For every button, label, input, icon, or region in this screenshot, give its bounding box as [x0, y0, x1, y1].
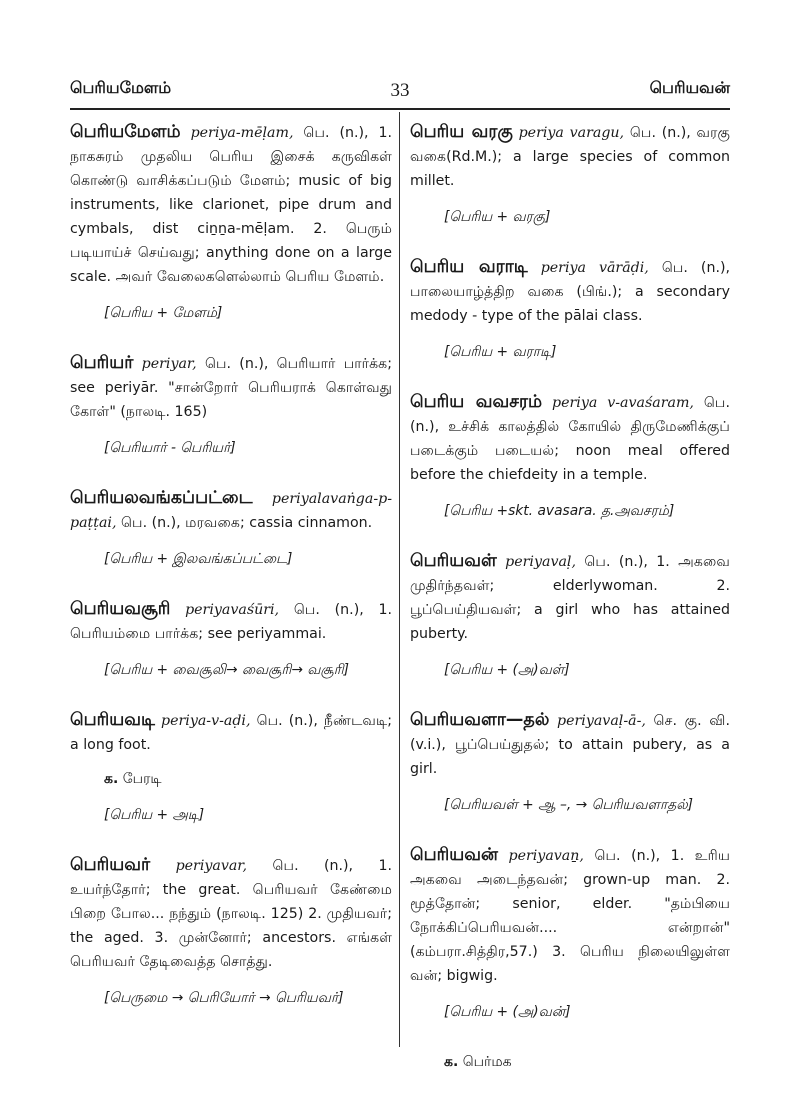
transliteration: periyavaḷ-ā-,: [557, 713, 646, 729]
etymology: [பெருமை → பெரியோர் → பெரியவர்]: [104, 990, 344, 1006]
dictionary-entry: [410, 390, 730, 523]
transliteration: periya v-avaśaram,: [552, 395, 694, 411]
etymology: [பெரிய + வைசூலி→ வைசூரி→ வசூரி]: [104, 662, 350, 678]
dictionary-entry: [410, 255, 730, 364]
headword: பெரியவடி: [70, 710, 155, 730]
guide-word-left: பெரியமேளம்: [70, 78, 172, 97]
guide-word-right: பெரியவன்: [649, 78, 730, 97]
etymology: [பெரிய + (அ)வன்]: [444, 1004, 571, 1020]
definition: பெ. (n.), நீண்டவடி; a long foot.: [70, 713, 393, 753]
transliteration: periya-v-aḍi,: [161, 713, 251, 729]
left-column: [70, 120, 392, 1036]
headword: பெரியவசூரி: [70, 599, 171, 619]
headword: பெரிய வராடி: [410, 257, 528, 277]
dictionary-entry: [410, 843, 730, 1074]
definition: பெ. (n.), பெரியார் பார்க்க; see periyār. "சான்றோர் பெரியராக் கொள்வது கோள்" (நாலடி. 165): [70, 356, 393, 420]
etymology: [பெரிய +skt. avasara. த.அவசரம்]: [444, 503, 675, 519]
dictionary-entry: [70, 853, 392, 1010]
headword: பெரியவளா—தல்: [410, 710, 550, 730]
cognate: [70, 767, 392, 791]
transliteration: periyavar,: [175, 858, 248, 874]
etymology: [பெரிய + அடி]: [104, 807, 205, 823]
cognate: [410, 1050, 730, 1074]
definition: பெ. (n.), 1. அகவை முதிர்ந்தவள்; elderlywoman. 2. பூப்பெய்தியவள்; a girl who has attained puberty.: [410, 554, 731, 642]
headword: பெரிய வரகு: [410, 122, 513, 142]
cognate-word: பேரடி: [122, 771, 162, 787]
dictionary-entry: [70, 351, 392, 460]
dictionary-entry: [70, 708, 392, 827]
dictionary-entry: [410, 708, 730, 817]
definition: பெ. (n.), 1. உயர்ந்தோர்; the great. பெரியவர் கேண்மை பிறை போல... நந்தும் (நாலடி. 125) 2. முதியவர்; the aged. 3. முன்னோர்; ancestors. எங்கள் பெரியவர் தேடிவைத்த சொத்து.: [70, 858, 393, 970]
etymology: [பெரிய + (அ)வள்]: [444, 662, 570, 678]
transliteration: periya vārāḍi,: [540, 260, 649, 276]
dictionary-entry: [70, 597, 392, 682]
definition: பெ. (n.), மரவகை; cassia cinnamon.: [120, 515, 373, 531]
cognate-language: க.: [104, 771, 119, 787]
transliteration: periyalavaṅga-p-paṭṭai,: [70, 491, 392, 531]
headword: பெரியலவங்கப்பட்டை: [70, 488, 253, 508]
definition: பெ. (n.), 1. நாகசுரம் முதலிய பெரிய இசைக் கருவிகள் கொண்டு வாசிக்கப்படும் மேளம்; music of big instruments, like clarionet, pipe drum and cymbals, dist ciṉṉa-mēḷam. 2. பெரும் படியாய்ச் செய்வது; anything done on a large scale. அவர் வேலைகளெல்லாம் பெரிய மேளம்.: [70, 125, 393, 285]
column-divider: [399, 112, 400, 1047]
etymology: [பெரிய + இலவங்கப்பட்டை]: [104, 551, 293, 567]
dictionary-entry: [70, 120, 392, 325]
transliteration: periya-mēḷam,: [190, 125, 294, 141]
dictionary-entry: [70, 486, 392, 571]
definition: செ. கு. வி. (v.i.), பூப்பெய்துதல்; to attain pubery, as a girl.: [410, 713, 730, 777]
definition: பெ. (n.), உச்சிக் காலத்தில் கோயில் திருமேணிக்குப் படைக்கும் படையல்; noon meal offered before the chiefdeity in a temple.: [410, 395, 731, 483]
definition: பெ. (n.), பாலையாழ்த்திற வகை (பிங்.); a secondary medody - type of the pālai class.: [410, 260, 731, 324]
definition: பெ. (n.), வரகு வகை(Rd.M.); a large species of common millet.: [410, 125, 730, 189]
headword: பெரிய வவசரம்: [410, 392, 543, 412]
transliteration: periyavaḷ,: [505, 554, 576, 570]
headword: பெரியமேளம்: [70, 122, 181, 142]
transliteration: periya varagu,: [518, 125, 625, 141]
etymology: [பெரிய + மேளம்]: [104, 305, 223, 321]
page-header: [70, 74, 730, 110]
definition: பெ. (n.), 1. உரிய அகவை அடைந்தவன்; grown-up man. 2. மூத்தோன்; senior, elder. "தம்பியை நோக்கிப்பெரியவன்.... என்றான்" (கம்பரா.சித்திர,57.) 3. பெரிய நிலையிலுள்ள வன்; bigwig.: [410, 848, 730, 984]
transliteration: periyavaśūri,: [185, 602, 280, 618]
transliteration: periyar,: [141, 356, 197, 372]
headword: பெரியவன்: [410, 845, 498, 865]
headword: பெரியர்: [70, 353, 134, 373]
cognate-language: க.: [444, 1054, 459, 1070]
transliteration: periyavaṉ,: [508, 848, 584, 864]
etymology: [பெரிய + வரகு]: [444, 209, 551, 225]
definition: பெ. (n.), 1. பெரியம்மை பார்க்க; see periyammai.: [70, 602, 392, 642]
etymology: [பெரியார் - பெரியர்]: [104, 440, 236, 456]
right-column: [410, 120, 730, 1094]
page-number: 33: [390, 80, 410, 101]
cognate-word: பெர்மக: [462, 1054, 512, 1070]
etymology: [பெரிய + வராடி]: [444, 344, 557, 360]
dictionary-entry: [410, 549, 730, 682]
dictionary-entry: [410, 120, 730, 229]
etymology: [பெரியவள் + ஆ –, → பெரியவளாதல்]: [444, 797, 694, 813]
headword: பெரியவர்: [70, 855, 151, 875]
headword: பெரியவள்: [410, 551, 497, 571]
